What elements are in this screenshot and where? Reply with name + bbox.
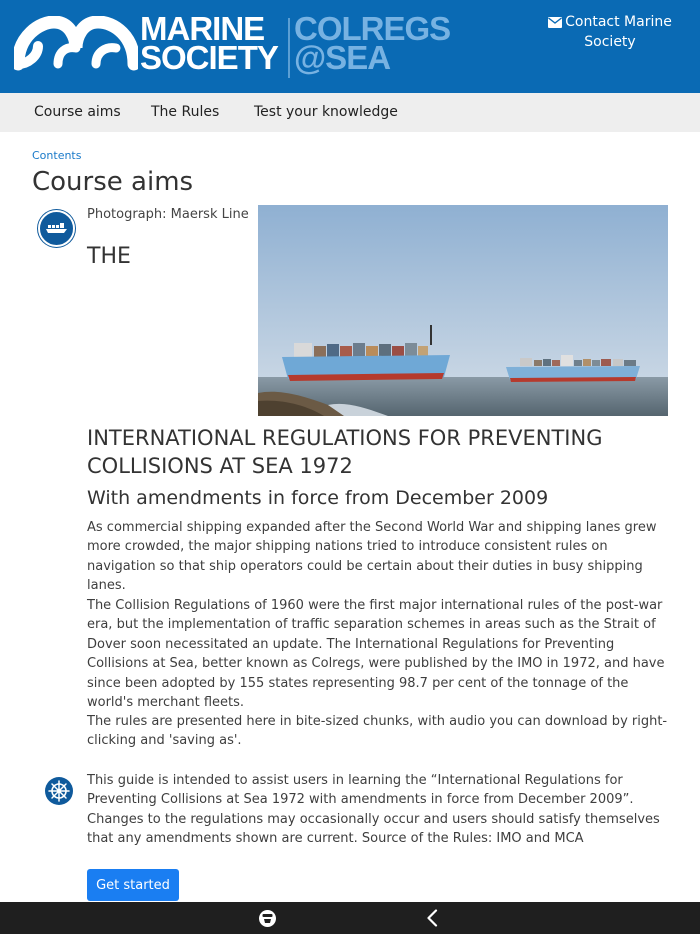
container-ships-photo <box>258 205 668 416</box>
logo-line-marine: MARINE <box>140 10 265 47</box>
top-nav <box>0 93 700 132</box>
breadcrumb-contents-link[interactable]: Contents <box>32 149 82 162</box>
contact-marine-society-link[interactable] <box>548 12 672 52</box>
home-icon[interactable] <box>258 909 277 928</box>
amendments-subtitle: With amendments in force from December 2009 <box>87 487 549 509</box>
app-header <box>0 0 700 93</box>
bottom-system-bar <box>0 902 700 934</box>
intro-paragraph-1: As commercial shipping expanded after the Second World War and shipping lanes grew more crowded, the major shipping nations tried to introduce consistent rules on navigation so that ship operators could be certain about their duties in busy shipping lanes. <box>87 520 657 594</box>
container-ship-icon <box>38 210 75 247</box>
page-title: Course aims <box>32 167 194 197</box>
logo-text-colregs-at-sea <box>294 10 451 76</box>
nav-item-the-rules[interactable]: The Rules <box>151 104 220 120</box>
guide-disclaimer-paragraph: This guide is intended to assist users in learning the “International Regulations for Preventing Collisions at Sea 1972 with amendments in force from December 2009”. Changes to the regulations may occasionally occur and users should satisfy themselves that any amendments shown are current. Source of the Rules: IMO and MCA <box>87 773 660 847</box>
photo-credit: Photograph: Maersk Line <box>87 207 249 222</box>
get-started-button[interactable]: Get started <box>87 869 179 901</box>
logo-line-society: SOCIETY <box>140 39 278 76</box>
contact-link-line1: Contact Marine <box>565 14 672 30</box>
intro-paragraph-3: The rules are presented here in bite-sized chunks, with audio you can download by right-clicking and 'saving as'. <box>87 714 668 749</box>
logo-line-colregs: COLREGS <box>294 10 451 47</box>
contact-link-line2: Society <box>584 34 636 50</box>
envelope-icon <box>548 17 562 28</box>
logo-divider <box>288 18 290 78</box>
ships-wheel-icon <box>45 777 73 805</box>
marine-society-waves-logo-icon <box>14 16 138 74</box>
logo-line-at-sea: @SEA <box>294 39 391 76</box>
heading-the: THE <box>87 244 131 269</box>
nav-item-test-your-knowledge[interactable]: Test your knowledge <box>254 104 398 120</box>
regulations-title: INTERNATIONAL REGULATIONS FOR PREVENTING COLLISIONS AT SEA 1972 <box>87 426 603 478</box>
intro-paragraph-2: The Collision Regulations of 1960 were the first major international rules of the post-war era, but the implementation of traffic separation schemes in areas such as the Strait of Dover soon necessitated an update. The International Regulations for Preventing Collisions at Sea, better known as Colregs, were published by the IMO in 1972, and have since been adopted by 155 states representing 98.7 per cent of the tonnage of the world's merchant fleets. <box>87 598 665 711</box>
logo-text-marine-society <box>140 10 278 76</box>
nav-item-course-aims[interactable]: Course aims <box>34 104 121 120</box>
back-arrow-icon[interactable] <box>425 909 439 927</box>
